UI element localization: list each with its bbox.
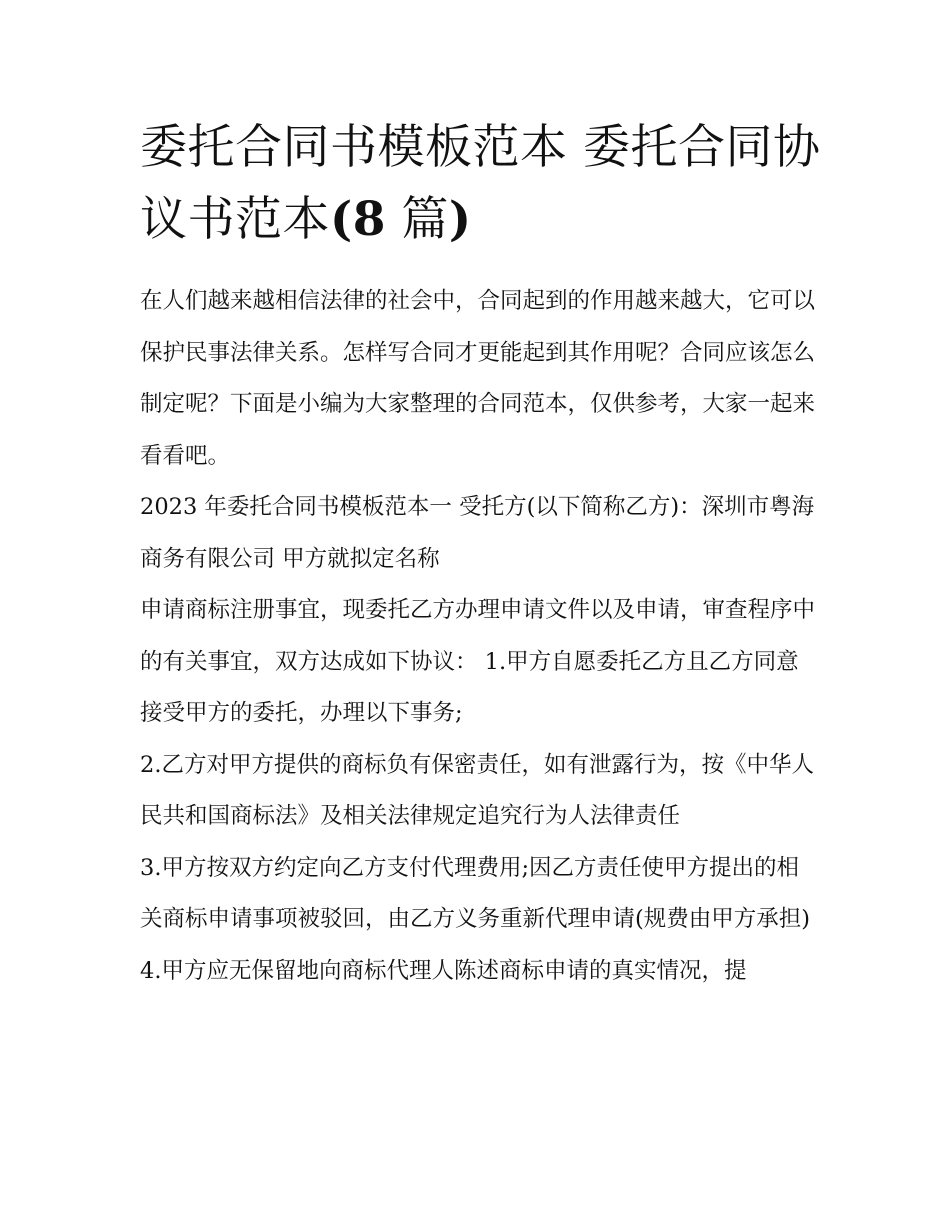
title-count: (8 (330, 192, 386, 247)
title-unit: 篇 (385, 192, 449, 247)
paragraph-clause-2: 2.乙方对甲方提供的商标负有保密责任，如有泄露行为，按《中华人民共和国商标法》及相关法律规定追究行为人法律责任 (140, 751, 814, 829)
paragraph-clause-4: 4.甲方应无保留地向商标代理人陈述商标申请的真实情况，提 (140, 957, 747, 984)
document-title (140, 112, 830, 256)
paragraph-intro: 在人们越来越相信法律的社会中，合同起到的作用越来越大，它可以保护民事法律关系。怎样写合同才更能起到其作用呢？合同应该怎么制定呢？下面是小编为大家整理的合同范本，仅供参考，大家一起来看看吧。 (140, 288, 816, 469)
title-text: 委托合同书模板范本 委托合同协议书范本 (140, 120, 821, 247)
paragraph-agreement: 申请商标注册事宜，现委托乙方办理申请文件以及申请，审查程序中的有关事宜，双方达成如下协议： 1.甲方自愿委托乙方且乙方同意接受甲方的委托，办理以下事务; (140, 597, 816, 726)
paragraph-template-one: 2023 年委托合同书模板范本一 受托方(以下简称乙方)：深圳市粤海商务有限公司 甲方就拟定名称 (140, 494, 815, 572)
title-close: ) (448, 192, 472, 247)
document-body (140, 276, 820, 997)
paragraph-clause-3: 3.甲方按双方约定向乙方支付代理费用;因乙方责任使甲方提出的相关商标申请事项被驳回，由乙方义务重新代理申请(规费由甲方承担) (140, 854, 811, 932)
